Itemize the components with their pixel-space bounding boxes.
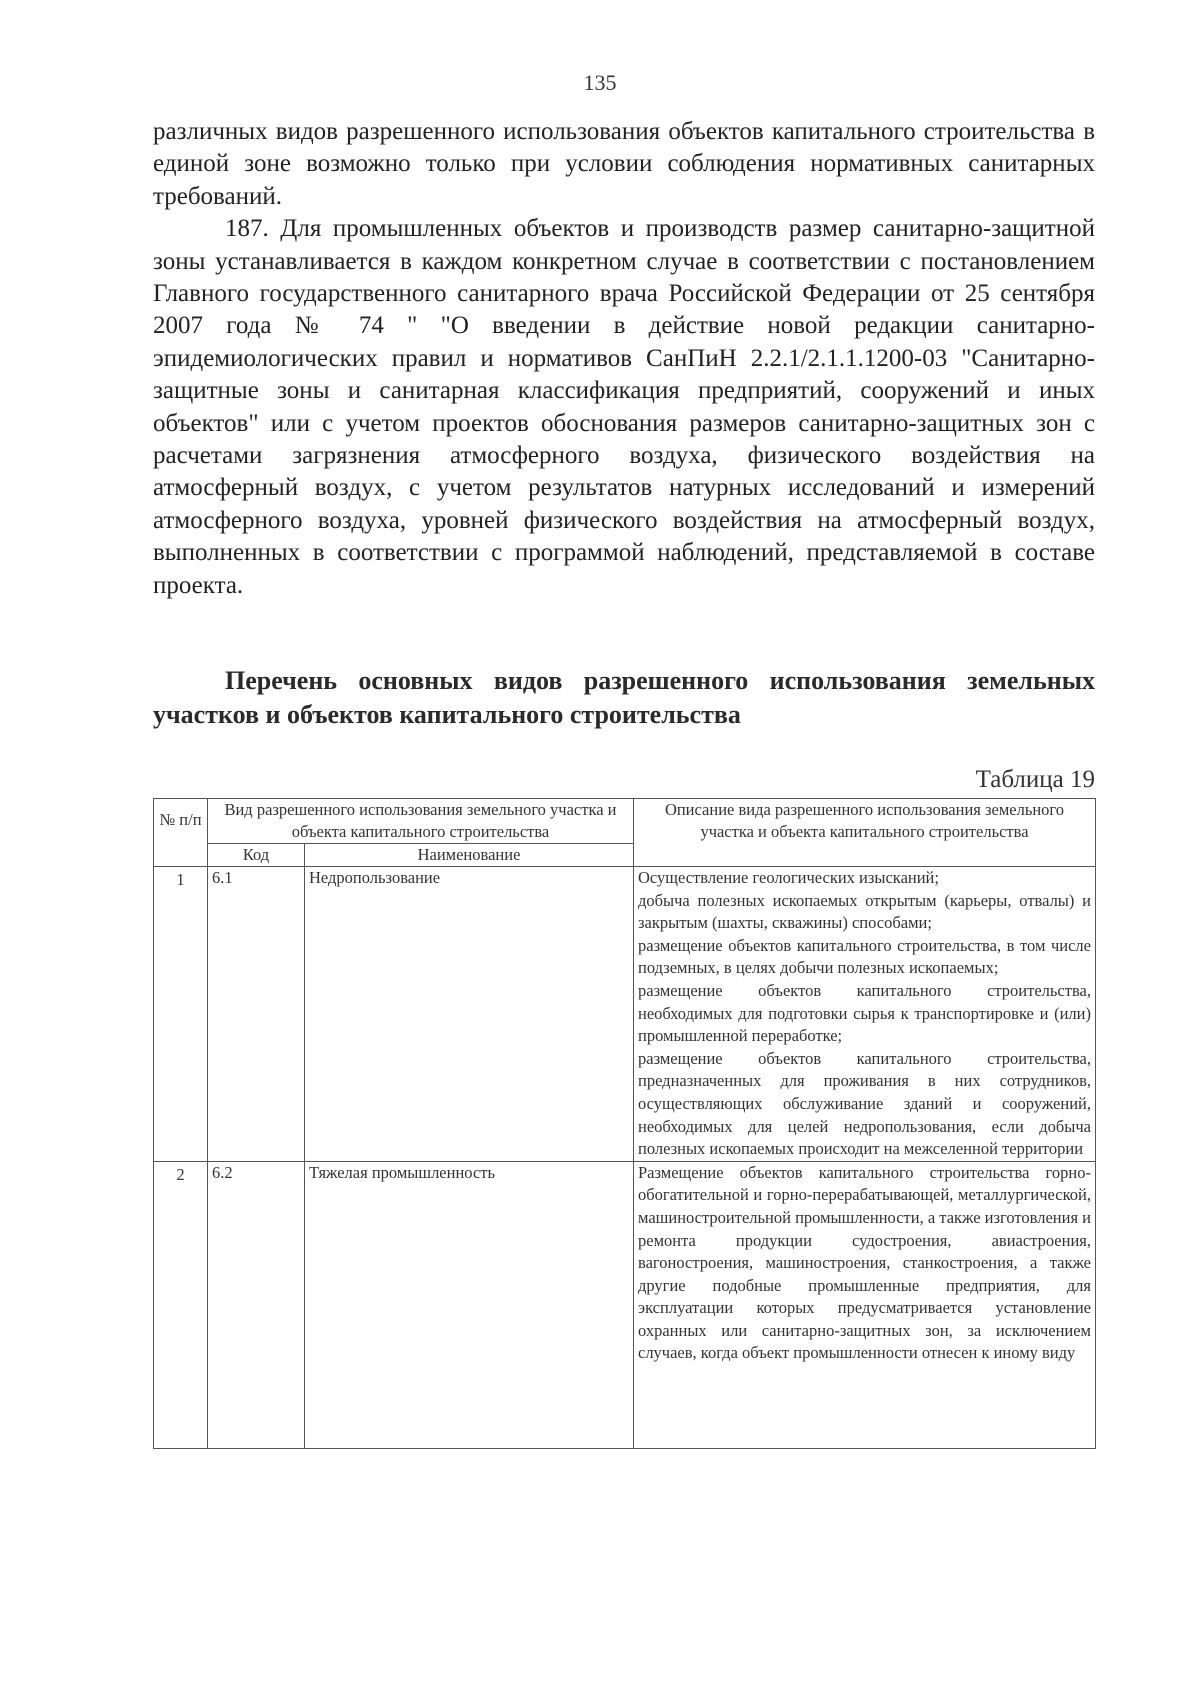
row-name: Тяжелая промышленность xyxy=(305,1161,634,1448)
description-item: добыча полезных ископаемых открытым (карьеры, отвалы) и закрытым (шахты, скважины) способами; xyxy=(638,890,1091,933)
header-description: Описание вида разрешенного использования земельного участка и объекта капитального строительства xyxy=(634,799,1096,867)
paragraph-187: 187. Для промышленных объектов и производств размер санитарно-защитной зоны устанавливается в каждом конкретном случае в соответствии с постановлением Главного государственного санитарного врача Российской Федерации от 25 сентября 2007 года № 74 " "О введении в действие новой редакции санитарно-эпидемиологических правил и нормативов СанПиН 2.2.1/2.1.1.1200-03 "Санитарно-защитные зоны и санитарная классификация предприятий, сооружений и иных объектов" или с учетом проектов обоснования размеров санитарно-защитных зон с расчетами загрязнения атмосферного воздуха, физического воздействия на атмосферный воздух, с учетом результатов натурных исследований и измерений атмосферного воздуха, уровней физического воздействия на атмосферный воздух, выполненных в соответствии с программой наблюдений, представляемой в составе проекта. xyxy=(153,215,1095,599)
row-description xyxy=(634,1161,1096,1448)
table-row xyxy=(154,867,1096,1162)
paragraph-continuation: различных видов разрешенного использования объектов капитального строительства в единой зоне возможно только при условии соблюдения нормативных санитарных требований. xyxy=(153,118,1095,210)
row-num: 1 xyxy=(154,867,208,1162)
table-row xyxy=(154,1161,1096,1448)
row-code: 6.1 xyxy=(208,867,305,1162)
body-text xyxy=(153,116,1095,602)
section-heading: Перечень основных видов разрешенного использования земельных участков и объектов капитального строительства xyxy=(153,666,1095,729)
table-label: Таблица 19 xyxy=(975,766,1095,793)
description-item: размещение объектов капитального строительства, в том числе подземных, в целях добычи полезных ископаемых; xyxy=(638,935,1091,978)
header-type-group: Вид разрешенного использования земельного участка и объекта капитального строительства xyxy=(208,799,634,844)
description-item: размещение объектов капитального строительства, предназначенных для проживания в них сотрудников, осуществляющих обслуживание зданий и сооружений, необходимых для целей недропользования, если добыча полезных ископаемых происходит на межселенной территории xyxy=(638,1048,1091,1159)
description-item: размещение объектов капитального строительства, необходимых для подготовки сырья к транспортировке и (или) промышленной переработке; xyxy=(638,980,1091,1046)
row-code: 6.2 xyxy=(208,1161,305,1448)
page-number: 135 xyxy=(583,70,617,95)
header-code: Код xyxy=(208,844,305,867)
row-name: Недропользование xyxy=(305,867,634,1162)
description-item: Осуществление геологических изысканий; xyxy=(638,868,939,887)
description-item: Размещение объектов капитального строительства горно-обогатительной и горно-перерабатывающей, металлургической, машиностроительной промышленности, а также изготовления и ремонта продукции судостроения, авиастроения, вагоностроения, машиностроения, станкостроения, а также другие подобные промышленные предприятия, для эксплуатации которых предусматривается установление охранных или санитарно-защитных зон, за исключением случаев, когда объект промышленности отнесен к иному виду xyxy=(638,1162,1091,1363)
land-use-table xyxy=(153,798,1095,1449)
header-name: Наименование xyxy=(305,844,634,867)
row-description xyxy=(634,867,1096,1162)
row-num: 2 xyxy=(154,1161,208,1448)
header-num: № п/п xyxy=(154,799,208,867)
